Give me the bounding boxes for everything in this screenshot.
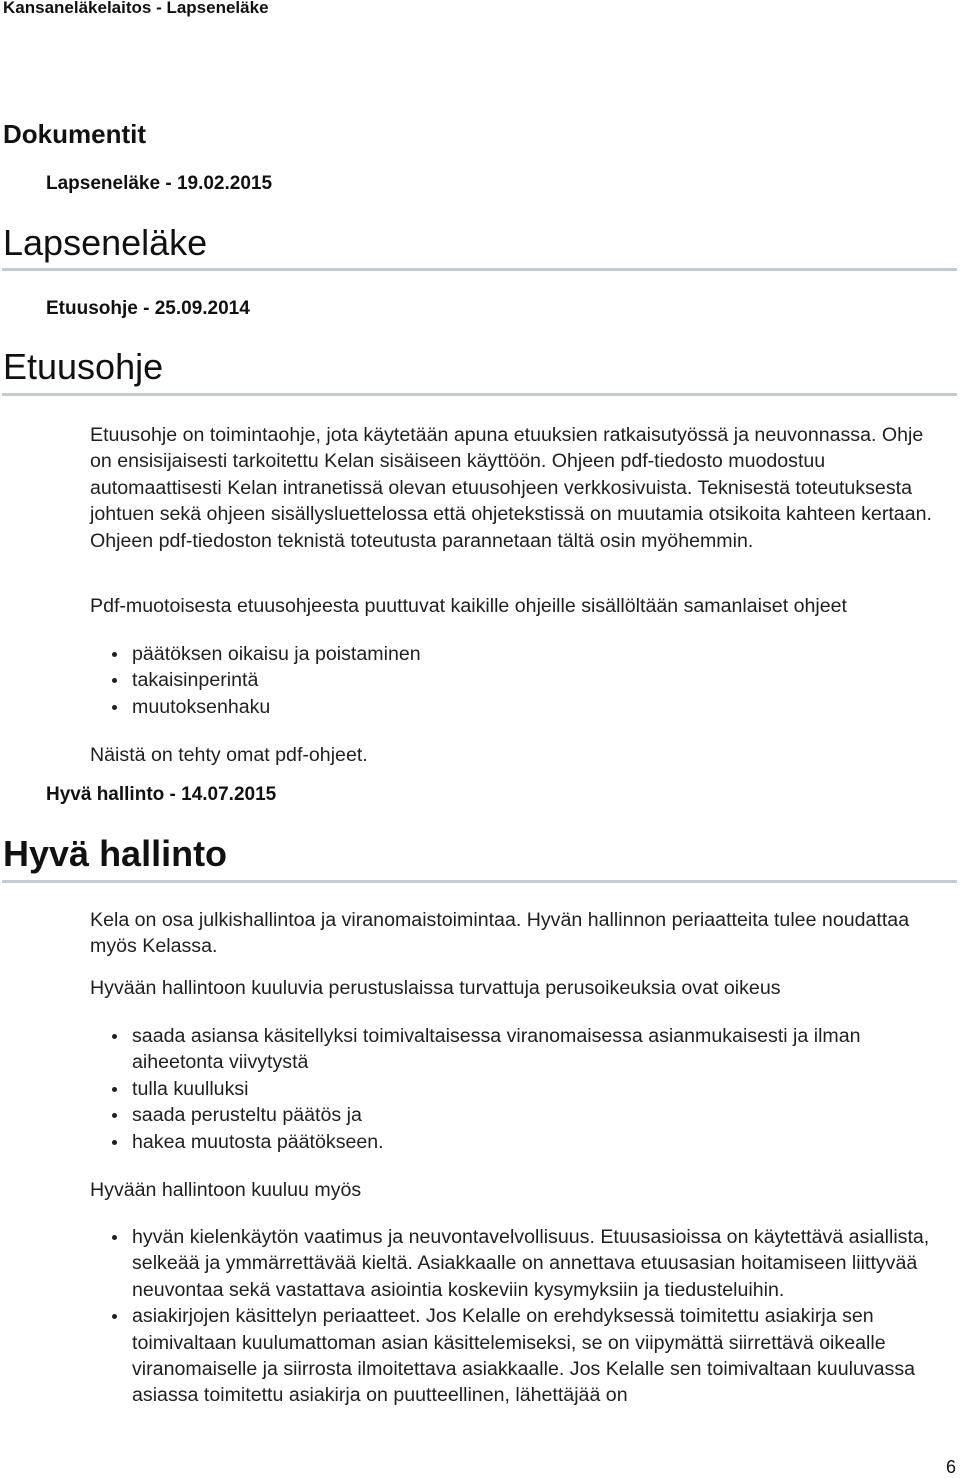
hyva-hallinto-list2-intro: Hyvään hallintoon kuuluu myös	[90, 1179, 362, 1201]
etuusohje-missing-list	[90, 641, 950, 720]
list-item: muutoksenhaku	[90, 694, 950, 720]
hyva-hallinto-intro-paragraph: Kela on osa julkishallintoa ja viranomaistoimintaa. Hyvän hallinnon periaatteita tulee noudattaa myös Kelassa.	[90, 909, 910, 958]
list-item: takaisinperintä	[90, 667, 950, 693]
list-item: asiakirjojen käsittelyn periaatteet. Jos Kelalle on erehdyksessä toimitettu asiakirja sen toimivaltaan kuulumattoman asian käsittelemiseksi, se on viipymättä siirrettävä oikealle viranomaiselle ja siirrosta ilmoitettava asiakkaalle. Jos Kelalle sen toimivaltaan kuuluvassa asiassa toimitettu asiakirja on puutteellinen, lähettäjää on	[90, 1303, 950, 1409]
page-number: 6	[945, 1457, 956, 1477]
document-subtitle-hyva-hallinto: Hyvä hallinto - 14.07.2015	[46, 784, 277, 805]
etuusohje-list-intro: Pdf-muotoisesta etuusohjeesta puuttuvat kaikille ohjeille sisällöltään samanlaiset ohjeet	[90, 595, 847, 617]
heading-divider	[2, 880, 957, 883]
list-item: saada asiansa käsitellyksi toimivaltaisessa viranomaisessa asianmukaisesti ja ilman aiheetonta viivytystä	[90, 1023, 950, 1076]
list-item: päätöksen oikaisu ja poistaminen	[90, 641, 950, 667]
heading-divider	[2, 393, 957, 396]
perusoikeudet-list	[90, 1023, 950, 1155]
heading-divider	[2, 268, 957, 271]
list-item: hakea muutosta päätökseen.	[90, 1129, 950, 1155]
document-heading-hyva-hallinto: Hyvä hallinto	[3, 833, 228, 874]
section-title: Dokumentit	[3, 119, 146, 149]
document-subtitle-lapselake: Lapseneläke - 19.02.2015	[46, 173, 273, 194]
list-item: tulla kuulluksi	[90, 1076, 950, 1102]
document-heading-lapselake: Lapseneläke	[3, 222, 208, 263]
list-item: saada perusteltu päätös ja	[90, 1102, 950, 1128]
list-item: hyvän kielenkäytön vaatimus ja neuvontavelvollisuus. Etuusasioissa on käytettävä asiallista, selkeää ja ymmärrettävää kieltä. Asiakkaalle on annettava etuusasian hoitamiseen liittyvää neuvontaa sekä vastattava asiointia koskeviin kysymyksiin ja tiedusteluihin.	[90, 1224, 950, 1303]
page-header-title: Kansaneläkelaitos - Lapseneläke	[3, 0, 269, 17]
etuusohje-intro-paragraph: Etuusohje on toimintaohje, jota käytetään apuna etuuksien ratkaisutyössä ja neuvonnassa. Ohje on ensisijaisesti tarkoitettu Kelan sisäiseen käyttöön. Ohjeen pdf-tiedosto muodostuu automaattisesti Kelan intranetissä olevan etuusohjeen verkkosivuista. Teknisestä toteutuksesta johtuen sekä ohjeen sisällysluettelossa että ohjetekstissä on muutamia otsikoita kahteen kertaan. Ohjeen pdf-tiedoston teknistä toteutusta parannetaan tältä osin myöhemmin.	[90, 424, 932, 552]
hyva-hallinto-list1-intro: Hyvään hallintoon kuuluvia perustuslaissa turvattuja perusoikeuksia ovat oikeus	[90, 977, 781, 999]
hyva-hallinto-extra-list	[90, 1224, 950, 1409]
document-heading-etuusohje: Etuusohje	[3, 346, 164, 387]
etuusohje-outro: Näistä on tehty omat pdf-ohjeet.	[90, 744, 368, 766]
document-subtitle-etuusohje: Etuusohje - 25.09.2014	[46, 298, 250, 319]
